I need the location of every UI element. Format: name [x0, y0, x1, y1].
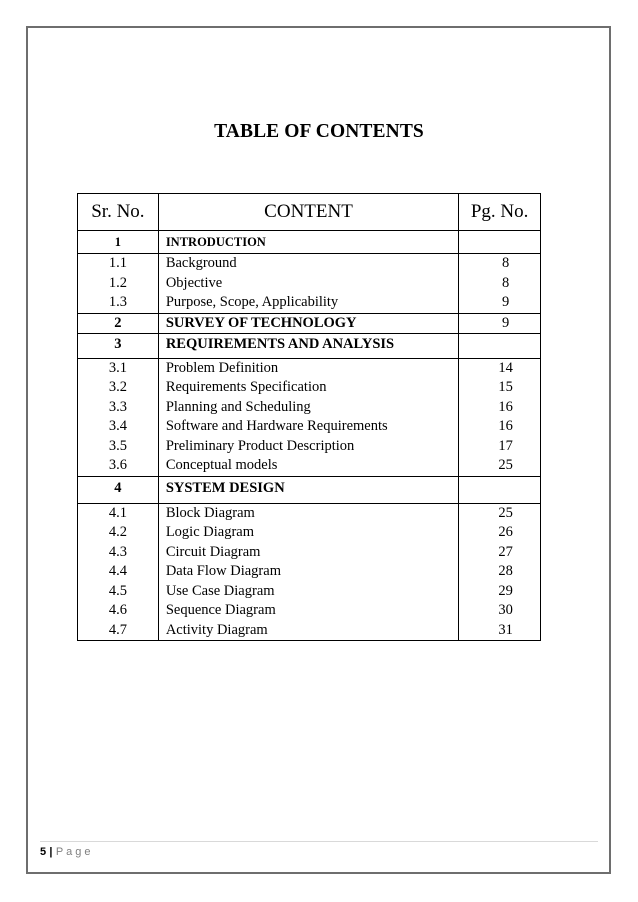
sr-no-cell: 4.1 [78, 503, 159, 523]
table-row [78, 503, 541, 523]
page-cell [459, 476, 541, 503]
page-footer [40, 846, 94, 858]
page-cell: 25 [459, 503, 541, 523]
page-cell: 8 [459, 254, 541, 274]
table-row [78, 476, 541, 503]
content-cell: Requirements Specification [158, 378, 458, 398]
page-cell: 8 [459, 274, 541, 294]
page-cell: 25 [459, 456, 541, 476]
page-cell: 27 [459, 543, 541, 563]
content-cell: Circuit Diagram [158, 543, 458, 563]
page-cell [459, 231, 541, 254]
content-cell: Block Diagram [158, 503, 458, 523]
table-row [78, 456, 541, 476]
table-row [78, 543, 541, 563]
sr-no-cell: 4.7 [78, 621, 159, 641]
footer-page-label: Page [55, 846, 94, 858]
content-cell: Software and Hardware Requirements [158, 417, 458, 437]
sr-no-cell: 4.2 [78, 523, 159, 543]
table-row [78, 523, 541, 543]
footer-separator: | [49, 846, 53, 858]
header-sr-no: Sr. No. [78, 194, 159, 231]
table-row [78, 601, 541, 621]
sr-no-cell: 1 [78, 231, 159, 254]
page-cell: 16 [459, 417, 541, 437]
content-cell: Preliminary Product Description [158, 437, 458, 457]
content-cell: Conceptual models [158, 456, 458, 476]
content-cell: Purpose, Scope, Applicability [158, 293, 458, 313]
content-cell: Background [158, 254, 458, 274]
content-cell: Logic Diagram [158, 523, 458, 543]
table-row [78, 254, 541, 274]
table-row [78, 293, 541, 313]
table-of-contents [77, 193, 541, 641]
page-cell: 28 [459, 562, 541, 582]
table-row [78, 437, 541, 457]
content-cell: REQUIREMENTS AND ANALYSIS [158, 333, 458, 358]
table-row [78, 621, 541, 641]
table-row [78, 562, 541, 582]
page-title: TABLE OF CONTENTS [214, 121, 424, 142]
content-cell: Activity Diagram [158, 621, 458, 641]
sr-no-cell: 3.1 [78, 358, 159, 378]
footer-page-number: 5 [40, 846, 47, 858]
table-row [78, 358, 541, 378]
sr-no-cell: 1.2 [78, 274, 159, 294]
sr-no-cell: 1.1 [78, 254, 159, 274]
page-cell: 9 [459, 293, 541, 313]
content-cell: Objective [158, 274, 458, 294]
content-cell: INTRODUCTION [158, 231, 458, 254]
table-header-row [78, 194, 541, 231]
sr-no-cell: 4 [78, 476, 159, 503]
header-content: CONTENT [158, 194, 458, 231]
sr-no-cell: 4.6 [78, 601, 159, 621]
content-cell: Use Case Diagram [158, 582, 458, 602]
content-cell: Problem Definition [158, 358, 458, 378]
page-cell: 16 [459, 398, 541, 418]
sr-no-cell: 3.4 [78, 417, 159, 437]
sr-no-cell: 4.4 [78, 562, 159, 582]
table-row [78, 378, 541, 398]
sr-no-cell: 1.3 [78, 293, 159, 313]
page-cell: 31 [459, 621, 541, 641]
page-cell: 29 [459, 582, 541, 602]
content-cell: Data Flow Diagram [158, 562, 458, 582]
page-cell [459, 333, 541, 358]
table-row [78, 417, 541, 437]
table-row [78, 398, 541, 418]
footer-divider [40, 841, 598, 842]
content-cell: SYSTEM DESIGN [158, 476, 458, 503]
sr-no-cell: 3.3 [78, 398, 159, 418]
header-page-no: Pg. No. [459, 194, 541, 231]
page-cell: 30 [459, 601, 541, 621]
table-row [78, 231, 541, 254]
table-row [78, 313, 541, 333]
page-cell: 9 [459, 313, 541, 333]
table-row [78, 274, 541, 294]
content-cell: Planning and Scheduling [158, 398, 458, 418]
content-cell: SURVEY OF TECHNOLOGY [158, 313, 458, 333]
page-cell: 17 [459, 437, 541, 457]
page-cell: 15 [459, 378, 541, 398]
table-row [78, 582, 541, 602]
content-cell: Sequence Diagram [158, 601, 458, 621]
sr-no-cell: 2 [78, 313, 159, 333]
sr-no-cell: 3.5 [78, 437, 159, 457]
sr-no-cell: 3.6 [78, 456, 159, 476]
table-row [78, 333, 541, 358]
sr-no-cell: 3.2 [78, 378, 159, 398]
sr-no-cell: 3 [78, 333, 159, 358]
sr-no-cell: 4.5 [78, 582, 159, 602]
page-cell: 14 [459, 358, 541, 378]
page-cell: 26 [459, 523, 541, 543]
sr-no-cell: 4.3 [78, 543, 159, 563]
